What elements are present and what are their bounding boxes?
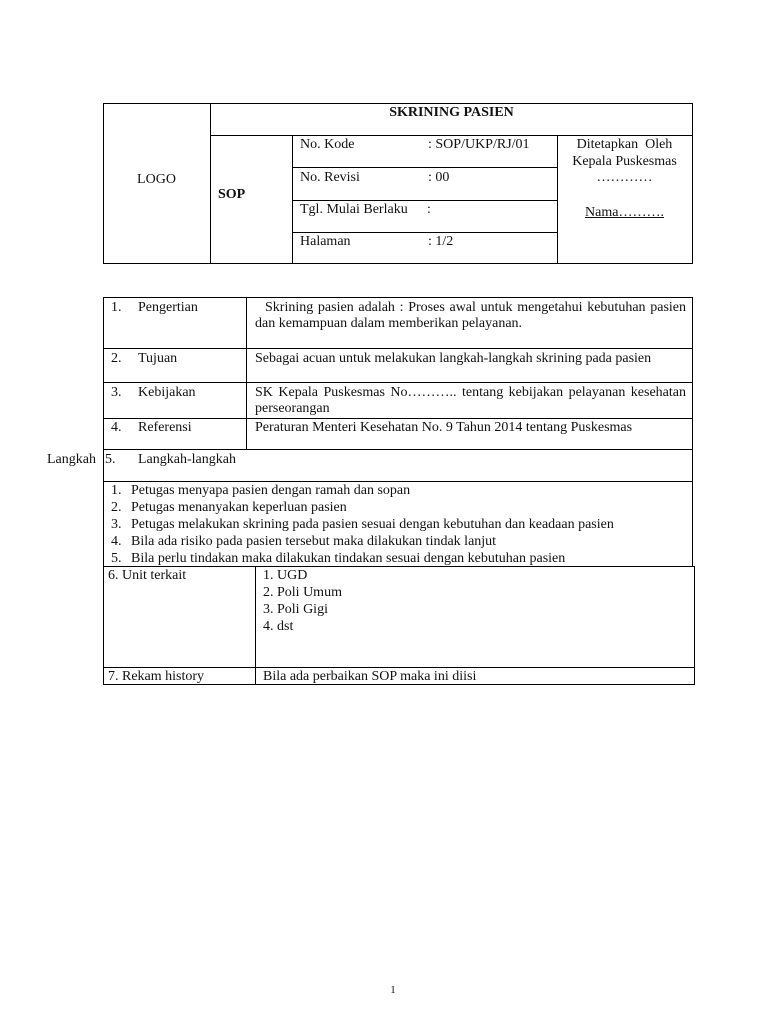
steps-margin-label: Langkah [47,452,96,467]
step-text: Petugas menyapa pasien dengan ramah dan sopan [131,483,411,498]
step-number: 5. [111,551,122,566]
step-number: 1. [111,483,122,498]
step-text: Bila perlu tindakan maka dilakukan tindakan sesuai dengan kebutuhan pasien [131,551,566,566]
logo-placeholder: LOGO [137,172,176,187]
row-number: 3. [111,385,122,400]
rekam-history-text: Bila ada perbaikan SOP maka ini diisi [263,669,477,684]
approval-line-1: Ditetapkan Oleh [576,137,673,152]
approval-line-2: Kepala Puskesmas [572,154,677,169]
row-label-referensi: Referensi [138,420,192,435]
row-text-tujuan: Sebagai acuan untuk melakukan langkah-langkah skrining pada pasien [255,351,652,366]
step-number: 2. [111,500,122,515]
list-item: 1. UGD [263,568,308,583]
step-number: 4. [111,534,122,549]
row-label-tujuan: Tujuan [138,351,178,366]
step-number: 3. [111,517,122,532]
list-item: 4. dst [263,619,294,634]
field-value-revisi: : 00 [428,170,450,185]
list-item: 2. Poli Umum [263,585,342,600]
unit-terkait-label: 6. Unit terkait [108,568,187,583]
row-number: 1. [111,300,122,315]
field-value-halaman: : 1/2 [428,234,454,249]
field-label-kode: No. Kode [300,137,355,152]
row-text-pengertian: Skrining pasien adalah : Proses awal untuk mengetahui kebutuhan pasien dan kemampuan dalam memberikan pelayanan. [255,300,686,331]
rekam-history-label: 7. Rekam history [108,669,205,684]
row-label-kebijakan: Kebijakan [138,385,196,400]
step-text: Petugas menanyakan keperluan pasien [131,500,347,515]
row-label-langkah: Langkah-langkah [138,452,236,467]
field-label-tgl: Tgl. Mulai Berlaku [300,202,408,217]
approval-name: Nama………. [585,205,664,220]
step-text: Petugas melakukan skrining pada pasien sesuai dengan kebutuhan dan keadaan pasien [131,517,614,532]
row-number: 5. [105,452,116,467]
approval-dots: ………… [596,170,653,185]
sop-label: SOP [218,187,246,202]
field-value-tgl: : [427,202,431,217]
field-label-halaman: Halaman [300,234,351,249]
row-number: 2. [111,351,122,366]
row-text-referensi: Peraturan Menteri Kesehatan No. 9 Tahun 2014 tentang Puskesmas [255,420,633,435]
row-label-pengertian: Pengertian [138,300,198,315]
row-number: 4. [111,420,122,435]
field-value-kode: : SOP/UKP/RJ/01 [428,137,530,152]
row-text-kebijakan: SK Kepala Puskesmas No……….. tentang kebijakan pelayanan kesehatan perseorangan [255,385,686,416]
document-title: SKRINING PASIEN [389,105,514,120]
step-text: Bila ada risiko pada pasien tersebut maka dilakukan tindak lanjut [131,534,497,549]
list-item: 3. Poli Gigi [263,602,328,617]
field-label-revisi: No. Revisi [300,170,360,185]
page-number: 1 [390,984,396,996]
